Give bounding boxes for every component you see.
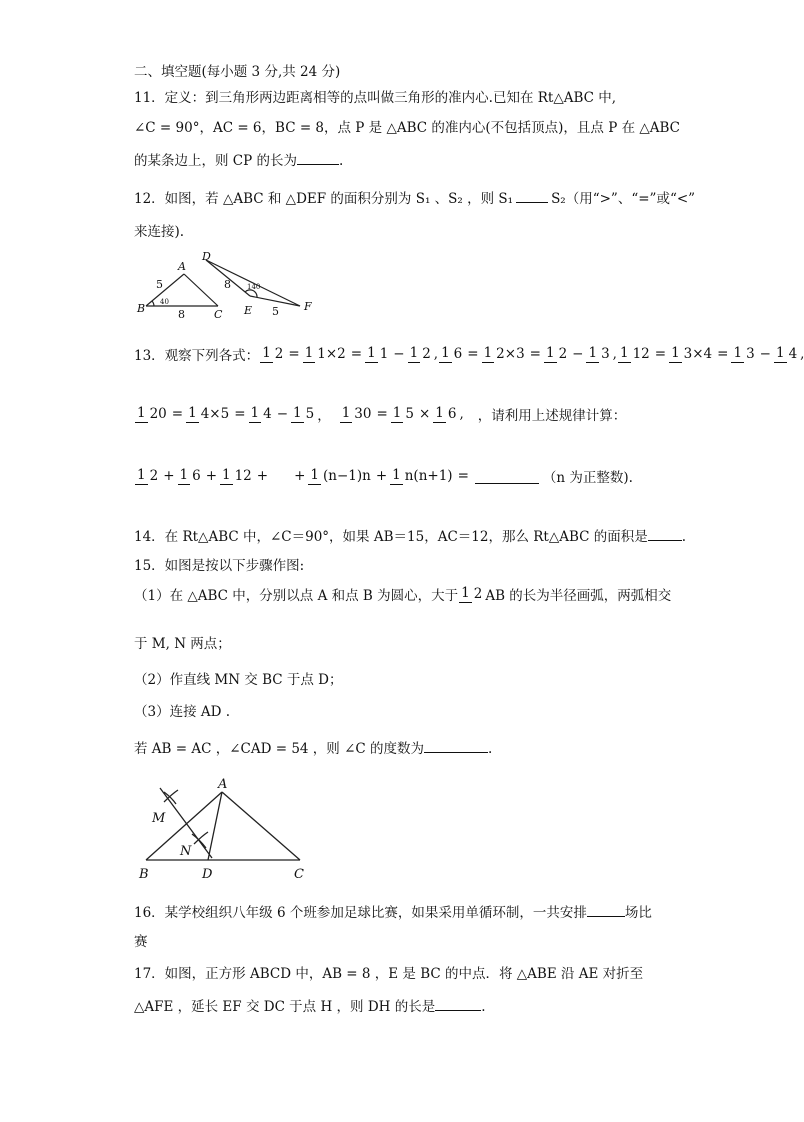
q16-line1 <box>134 902 652 923</box>
frac: 1 30 <box>341 405 372 422</box>
frac: 1 5 <box>392 405 414 422</box>
fig12-angle-b: 40 <box>160 298 169 306</box>
frac: 1 (n−1)n <box>310 467 371 484</box>
fig12-angle-b-arc <box>152 301 154 306</box>
frac: 1 3×4 <box>671 345 713 362</box>
fig12-length-ab: 5 <box>156 278 163 291</box>
q15-answer-blank[interactable] <box>424 738 488 753</box>
q15-condition-end: . <box>488 741 493 757</box>
frac: 1 2 <box>137 467 159 484</box>
frac: 1 6 <box>435 405 457 422</box>
q13-suffix: （n 为正整数). <box>542 470 633 486</box>
fig15-label-d: D <box>202 867 213 882</box>
q17-line2 <box>134 996 486 1017</box>
q17-line2-text: △AFE ，延长 EF 交 DC 于点 H ，则 DH 的长是 <box>134 999 436 1015</box>
fig12-angle-e: 140 <box>247 283 261 291</box>
frac: 1 12 <box>222 467 252 484</box>
fig12-length-ef: 5 <box>272 305 279 318</box>
fig15-label-b: B <box>139 867 149 882</box>
q16-line2: 赛 <box>134 934 148 950</box>
frac: 1 3 <box>588 345 610 362</box>
q13-line1: 13．观察下列各式： 1 2 = 1 1×2 = 1 1 − 1 2 , 1 6 = 1 2×3 = 1 2 − 1 3 , 1 12 = 1 3×4 = 1 3 − 1 4 <box>134 345 798 364</box>
frac: 1 2 <box>409 345 431 362</box>
q15-step3: （3）连接 AD . <box>134 704 231 720</box>
q17-answer-blank[interactable] <box>435 996 481 1011</box>
fig12-label-e: E <box>244 304 253 317</box>
frac: 1 6 <box>441 345 463 362</box>
q17-line1: 17．如图，正方形 ABCD 中，AB = 8 ，E 是 BC 的中点．将 △ABE 沿 AE 对折至 <box>134 966 644 982</box>
q15-figure <box>134 778 314 890</box>
fig12-length-de: 8 <box>224 278 231 291</box>
fig12-label-a: A <box>178 260 186 273</box>
fig12-label-f: F <box>304 300 312 313</box>
q12-figure <box>134 250 324 322</box>
q15-condition <box>134 738 492 759</box>
q16-text: 16．某学校组织八年级 6 个班参加足球比赛，如果采用单循环制，一共安排 <box>134 905 587 921</box>
frac: 1 6 <box>179 467 201 484</box>
fig15-label-a: A <box>218 777 228 792</box>
q12-line1-end: S₂（用“>”、“=”或“<” <box>551 191 696 207</box>
q12-line2: 来连接). <box>134 224 185 240</box>
q15-step1 <box>134 584 671 604</box>
frac: 1 3 <box>733 345 755 362</box>
q11-line1: 11．定义：到三角形两边距离相等的点叫做三角形的准内心.已知在 Rt△ABC 中, <box>134 90 617 106</box>
frac: 1 20 <box>137 405 167 422</box>
q14-line <box>134 526 686 547</box>
frac: 1 4 <box>250 405 272 422</box>
q17-line2-end: . <box>481 999 486 1015</box>
frac: 1 1 <box>367 345 389 362</box>
fig12-label-d: D <box>202 250 211 263</box>
frac: 1 12 <box>619 345 650 362</box>
q16-text-cont: 场比 <box>624 905 652 921</box>
frac: 1 2 <box>461 585 483 602</box>
q14-text: 14．在 Rt△ABC 中，∠C＝90°，如果 AB＝15，AC＝12，那么 Rt△ABC 的面积是 <box>134 529 648 545</box>
q13-answer-blank[interactable] <box>475 469 539 484</box>
frac: 1 2×3 <box>483 345 525 362</box>
q11-line3 <box>134 150 343 171</box>
q12-line1 <box>134 188 695 209</box>
q15-intro: 15．如图是按以下步骤作图: <box>134 558 305 574</box>
q14-end: . <box>681 529 687 545</box>
q13-line3: 1 2 + 1 6 + 1 12 + + 1 (n−1)n + 1 n(n+1) = （n 为正整数). <box>137 467 633 486</box>
q11-line2: ∠C = 90°，AC = 6，BC = 8，点 P 是 △ABC 的准内心(不包括顶点)，且点 P 在 △ABC <box>134 120 681 136</box>
q12-answer-blank[interactable] <box>516 188 548 203</box>
fig12-label-b: B <box>137 302 146 315</box>
q15-condition-text: 若 AB = AC ，∠CAD = 54 ，则 ∠C 的度数为 <box>134 741 425 757</box>
frac: 1 2 <box>545 345 568 362</box>
frac: 1 4×5 <box>188 405 230 422</box>
q11-line3-text: 的某条边上，则 CP 的长为 <box>134 153 297 169</box>
q11-answer-blank[interactable] <box>297 150 339 165</box>
q15-step1-end: 于 M, N 两点； <box>134 636 231 652</box>
q13-prefix: 13．观察下列各式： <box>134 348 260 364</box>
q13-line2: 1 20 = 1 4×5 = 1 4 − 1 5 ， 1 30 = 1 5 × 1 6 , ，请利用上述规律计算： <box>137 405 627 424</box>
fig15-label-m: M <box>152 811 166 826</box>
q15-step2: （2）作直线 MN 交 BC 于点 D； <box>134 672 343 688</box>
fig15-side-ac <box>222 792 300 860</box>
fig15-label-n: N <box>180 844 192 859</box>
q16-answer-blank[interactable] <box>587 902 625 917</box>
q12-line1-text: 12．如图，若 △ABC 和 △DEF 的面积分别为 S₁ 、S₂ ，则 S₁ <box>134 191 514 207</box>
frac: 1 n(n+1) <box>392 467 453 484</box>
section-title: 二、填空题(每小题 3 分,共 24 分) <box>134 64 341 80</box>
q15-step1-cont: AB 的长为半径画弧，两弧相交 <box>485 588 672 604</box>
frac: 1 5 <box>293 405 315 422</box>
fig15-label-c: C <box>294 867 304 882</box>
frac: 1 2 <box>262 345 284 362</box>
q13-mid: ，请利用上述规律计算： <box>477 408 627 424</box>
frac: 1 1×2 <box>304 345 346 362</box>
fig12-length-bc: 8 <box>178 308 185 321</box>
fig12-side-ac <box>184 274 218 306</box>
fig12-label-c: C <box>214 308 223 321</box>
q14-answer-blank[interactable] <box>648 526 682 541</box>
frac: 1 4 <box>775 345 798 362</box>
q11-line3-end: . <box>339 153 344 169</box>
q15-step1-text: （1）在 △ABC 中，分别以点 A 和点 B 为圆心，大于 <box>134 588 459 604</box>
